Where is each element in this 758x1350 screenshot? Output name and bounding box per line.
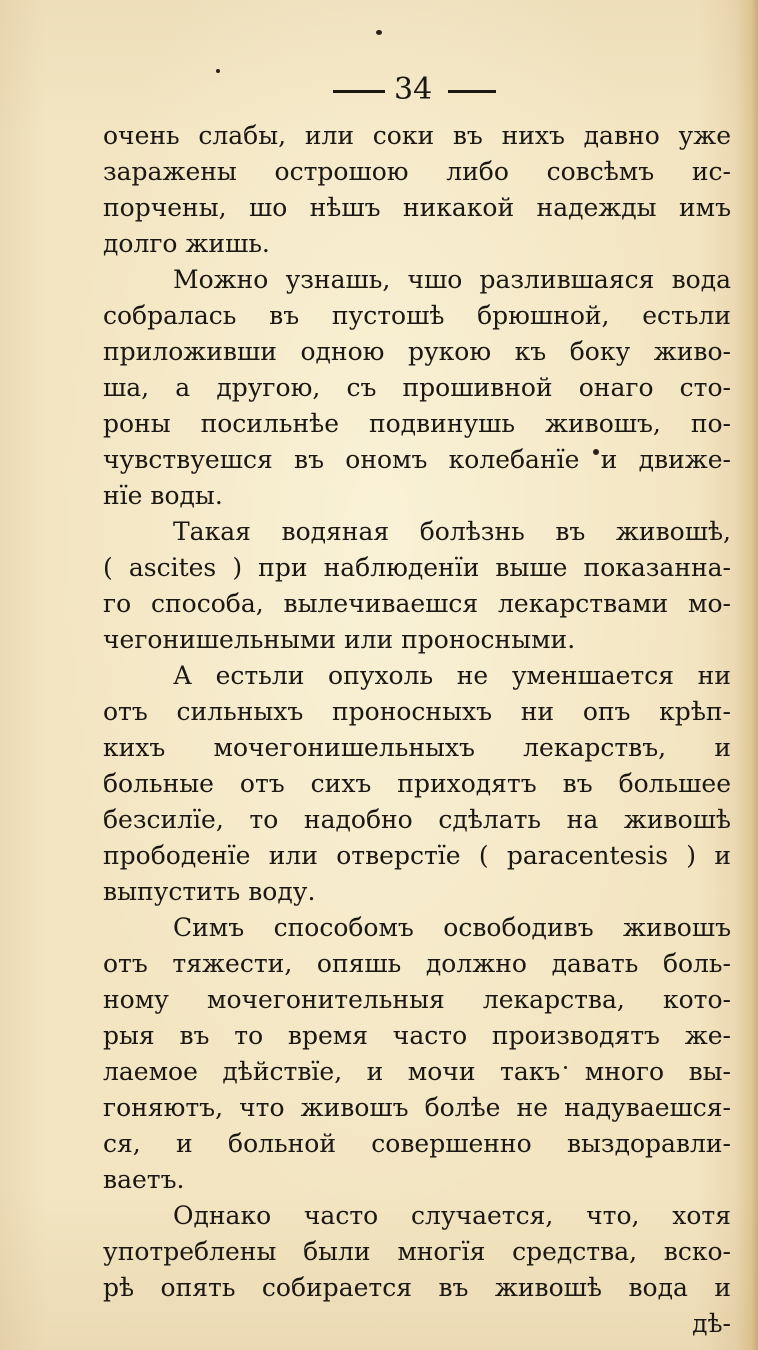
text-line: рыя въ то время часто производятъ же- [103,1021,731,1050]
text-line: роны посильнѣе подвинушь живошъ, по- [103,409,731,438]
text-line: нïе воды. [103,481,223,510]
page-header [0,68,758,108]
body-text [103,118,731,1342]
text-line: употреблены были многïя средства, вско- [103,1237,731,1266]
text-line: ( ascites ) при наблюденïи выше показанна- [103,553,731,582]
text-line: Можно узнашь, чшо разлившаяся вода [173,265,731,294]
text-line: рѣ опять собирается въ живошѣ вода и [103,1273,731,1302]
text-line: порчены, шо нѣшъ никакой надежды имъ [103,193,731,222]
text-line: ному мочегонительныя лекарства, кото- [103,985,731,1014]
text-line: безсилïе, то надобно сдѣлать на живошѣ [103,805,731,834]
text-line: ваетъ. [103,1165,185,1194]
text-line: дѣ- [692,1309,731,1338]
page-number: 34 [394,72,433,107]
text-line: отъ тяжести, опяшь должно давать боль- [103,949,731,978]
text-line: ся, и больной совершенно выздоравли- [103,1129,731,1158]
text-line: лаемое дѣйствïе, и мочи такъ много вы- [103,1057,731,1086]
page-edge [736,0,758,1350]
text-line: собралась въ пустошѣ брюшной, естьли [103,301,731,330]
text-line: Такая водяная болѣзнь въ живошѣ, [173,517,731,546]
text-line: больные отъ сихъ приходятъ въ большее [103,769,731,798]
header-rule-right [448,90,496,93]
text-line: Симъ способомъ освободивъ живошъ [173,913,731,942]
text-line: ша, а другою, съ прошивной онаго сто- [103,373,731,402]
text-line: заражены острошою либо совсѣмъ ис- [103,157,731,186]
text-line: приложивши одною рукою къ боку живо- [103,337,731,366]
text-line: выпустить воду. [103,877,316,906]
text-line: гоняютъ, что живошъ болѣе не надуваешся- [103,1093,731,1122]
text-line: кихъ мочегонишельныхъ лекарствъ, и [103,733,731,762]
text-line: чегонишельными или проносными. [103,625,576,654]
text-line: долго жишь. [103,229,270,258]
text-line: прободенïе или отверстïе ( paracentesis ) и [103,841,731,870]
header-rule-left [333,90,385,93]
ink-speck [376,30,382,35]
text-line: Однако часто случается, что, хотя [173,1201,731,1230]
text-line: очень слабы, или соки въ нихъ давно уже [103,121,731,150]
text-line: А естьли опухоль не уменшается ни [173,661,731,690]
text-line: го способа, вылечиваешся лекарствами мо- [103,589,731,618]
text-line: отъ сильныхъ проносныхъ ни опъ крѣп- [103,697,731,726]
text-line: чувствуешся въ ономъ колебанïе и движе- [103,445,731,474]
